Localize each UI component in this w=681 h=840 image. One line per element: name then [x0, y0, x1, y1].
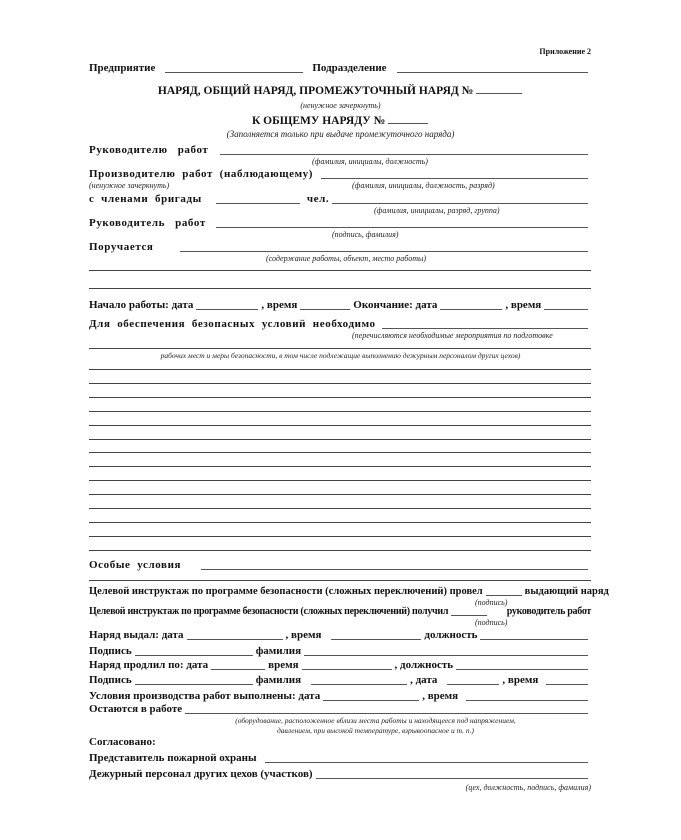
end-time-label: , время [505, 299, 542, 311]
form-title [89, 85, 591, 97]
general-permit-number-field[interactable] [388, 123, 428, 124]
issued-time-field[interactable] [331, 639, 421, 640]
blank-line[interactable] [89, 494, 591, 495]
assigned-line-2[interactable] [89, 270, 591, 271]
subtitle-note: (Заполняется только при выдаче промежуточного наряда) [226, 129, 455, 139]
division-label: Подразделение [312, 62, 387, 74]
title-note: (ненужное зачеркнуть) [300, 101, 381, 110]
row-work-manager-to [89, 144, 591, 157]
work-manager-to-field[interactable] [220, 154, 588, 155]
remain-note-2: давлением, при высокой температуре, взрывоопасное и т. п.) [277, 726, 474, 735]
work-manager-to-note: (фамилия, инициалы, должность) [312, 157, 428, 166]
remain-note-1: (оборудование, расположенное вблизи места работы и находящееся под напряжением, [235, 716, 516, 725]
blank-line[interactable] [89, 536, 591, 537]
row-safety [89, 318, 591, 331]
briefing-received-signature-note: (подпись) [475, 618, 508, 627]
special-conditions-label: Особые условия [89, 559, 182, 571]
blank-line[interactable] [89, 439, 591, 440]
date-2-label: , дата [410, 674, 438, 686]
surname-1-label: фамилия [255, 645, 302, 657]
signature-2-field[interactable] [135, 684, 253, 685]
conditions-time-label: , время [422, 690, 459, 702]
work-manager-field[interactable] [216, 227, 588, 228]
extended-date-label: Наряд продлил по: дата [89, 659, 209, 671]
enterprise-field[interactable] [165, 72, 303, 73]
date-2-field[interactable] [447, 684, 499, 685]
safety-note-2: рабочих мест и меры безопасности, в том числе подлежащие выполнению дежурным персоналом других цехов) [160, 351, 521, 360]
team-members-field[interactable] [332, 203, 588, 204]
team-members-label: с членами бригады [89, 193, 202, 205]
surname-1-field[interactable] [304, 655, 588, 656]
row-work-manager [89, 217, 591, 230]
work-manager-label: Руководитель работ [89, 217, 206, 229]
blank-line[interactable] [89, 411, 591, 412]
surname-2-field[interactable] [311, 684, 407, 685]
extended-position-label: , должность [394, 659, 454, 671]
issued-position-label: должность [424, 629, 478, 641]
work-producer-strike-note: (ненужное зачеркнуть) [89, 181, 170, 190]
row-work-producer [89, 168, 591, 181]
assigned-label: Поручается [89, 241, 154, 253]
signature-2-label: Подпись [89, 674, 132, 686]
permit-number-field[interactable] [476, 93, 522, 94]
safety-line-2[interactable] [89, 348, 591, 349]
division-field[interactable] [397, 72, 588, 73]
row-special-conditions [89, 559, 591, 572]
row-signature-2 [89, 674, 591, 687]
blank-line[interactable] [89, 550, 591, 551]
briefing-received-signature[interactable] [451, 615, 487, 616]
time-2-label: , время [502, 674, 539, 686]
work-producer-field[interactable] [321, 178, 588, 179]
special-conditions-field[interactable] [201, 569, 588, 570]
signature-1-label: Подпись [89, 645, 132, 657]
issued-date-field[interactable] [187, 639, 283, 640]
fire-rep-label: Представитель пожарной охраны [89, 752, 257, 764]
blank-line[interactable] [89, 383, 591, 384]
row-assigned [89, 241, 591, 254]
signature-1-field[interactable] [135, 655, 253, 656]
work-manager-note: (подпись, фамилия) [332, 230, 399, 239]
start-date-label: Начало работы: дата [89, 299, 194, 311]
end-date-label: Окончание: дата [353, 299, 438, 311]
end-time-field[interactable] [544, 309, 588, 310]
row-conditions-done [89, 690, 591, 703]
duty-staff-label: Дежурный персонал других цехов (участков) [89, 768, 313, 780]
extended-position-field[interactable] [456, 669, 588, 670]
remain-field[interactable] [185, 713, 588, 714]
duty-staff-field[interactable] [316, 778, 588, 779]
team-count-field[interactable] [216, 203, 300, 204]
assigned-line-3[interactable] [89, 288, 591, 289]
row-extended [89, 659, 591, 672]
row-signature-1 [89, 645, 591, 658]
blank-line[interactable] [89, 452, 591, 453]
conditions-date-field[interactable] [323, 700, 419, 701]
team-members-unit: чел. [306, 193, 330, 205]
assigned-field[interactable] [180, 251, 589, 252]
row-fire-rep [89, 752, 591, 765]
surname-2-label: фамилия [255, 674, 302, 686]
start-time-field[interactable] [300, 309, 350, 310]
row-remain [89, 703, 591, 716]
remain-label: Остаются в работе [89, 703, 183, 715]
issued-time-label: , время [285, 629, 322, 641]
title-main: НАРЯД, ОБЩИЙ НАРЯД, ПРОМЕЖУТОЧНЫЙ НАРЯД № [157, 85, 474, 97]
row-briefing-given [89, 585, 609, 598]
safety-note-1: (перечисляются необходимые мероприятия по подготовке [352, 331, 553, 340]
safety-field[interactable] [382, 328, 588, 329]
issued-position-field[interactable] [480, 639, 588, 640]
end-date-field[interactable] [440, 309, 502, 310]
briefing-given-label: Целевой инструктаж по программе безопасности (сложных переключений) провел [89, 586, 483, 597]
header-row [89, 62, 591, 75]
appendix-label: Приложение 2 [539, 47, 591, 56]
blank-line[interactable] [89, 466, 591, 467]
blank-line[interactable] [89, 425, 591, 426]
conditions-time-field[interactable] [466, 700, 588, 701]
safety-label: Для обеспечения безопасных условий необходимо [89, 318, 376, 330]
team-members-note: (фамилия, инициалы, разряд, группа) [374, 206, 500, 215]
row-duty-staff [89, 768, 591, 781]
agreed-heading [89, 736, 591, 749]
start-time-label: , время [261, 299, 298, 311]
blank-line[interactable] [89, 508, 591, 509]
extended-time-label: время [268, 659, 299, 671]
blank-line[interactable] [89, 522, 591, 523]
work-manager-to-label: Руководителю работ [89, 144, 209, 156]
assigned-note: (содержание работы, объект, место работы) [266, 254, 427, 263]
special-conditions-line-2[interactable] [89, 580, 591, 581]
briefing-given-role: выдающий наряд [524, 586, 609, 597]
briefing-given-signature-note: (подпись) [475, 598, 508, 607]
row-briefing-received [89, 605, 591, 618]
briefing-received-label: Целевой инструктаж по программе безопасности (сложных переключений) получил [89, 606, 449, 617]
row-team-members [89, 193, 591, 206]
blank-line[interactable] [89, 397, 591, 398]
row-start-end [89, 299, 591, 312]
briefing-given-signature[interactable] [486, 595, 522, 596]
agreed-label: Согласовано: [89, 736, 156, 748]
extended-time-field[interactable] [302, 669, 392, 670]
blank-line[interactable] [89, 480, 591, 481]
subtitle-text: К ОБЩЕМУ НАРЯДУ № [251, 115, 386, 127]
issued-date-label: Наряд выдал: дата [89, 629, 184, 641]
extended-date-field[interactable] [211, 669, 265, 670]
duty-staff-note: (цех, должность, подпись, фамилия) [465, 783, 591, 792]
conditions-done-label: Условия производства работ выполнены: дата [89, 690, 321, 702]
row-issued [89, 629, 591, 642]
work-producer-label: Производителю работ (наблюдающему) [89, 168, 314, 180]
start-date-field[interactable] [196, 309, 258, 310]
briefing-received-role: руководитель работ [506, 606, 591, 617]
work-producer-note: (фамилия, инициалы, должность, разряд) [352, 181, 495, 190]
form-subtitle [89, 115, 591, 127]
fire-rep-field[interactable] [265, 762, 588, 763]
time-2-field[interactable] [546, 684, 588, 685]
blank-line[interactable] [89, 369, 591, 370]
enterprise-label: Предприятие [89, 62, 156, 74]
